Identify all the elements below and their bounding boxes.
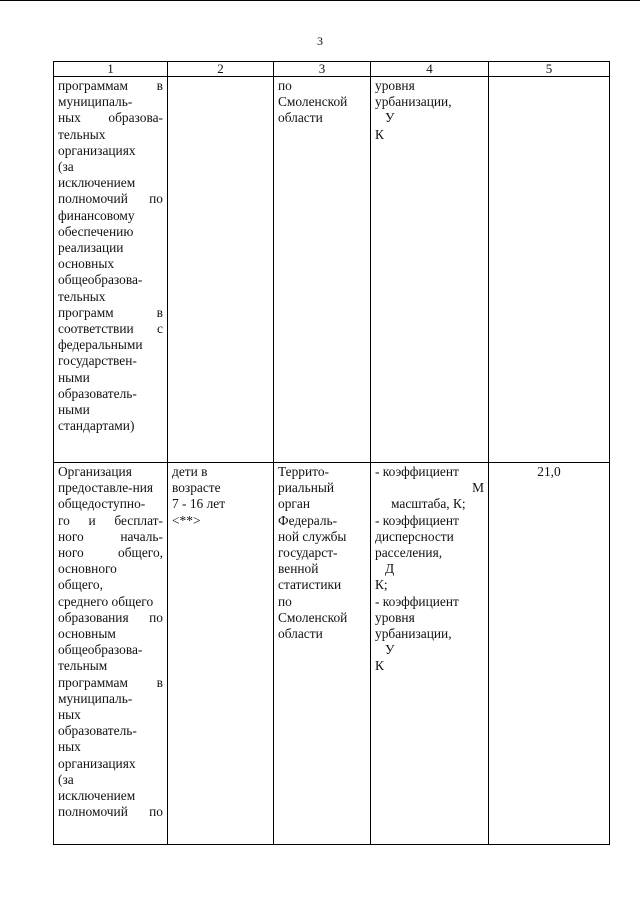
header-cell-5: 5 <box>489 62 610 77</box>
header-cell-1: 1 <box>54 62 168 77</box>
row2-col5-cell: 21,0 <box>489 463 610 845</box>
table-row <box>54 77 610 463</box>
header-row <box>54 62 610 77</box>
row2-col1-cell: Организация предоставле-ния общедоступно- го и бесплат- ного началь- ного общего, основного общего, среднего общего образования по основным общеобразова- тельным программам в муниципаль- ных образователь- ных организациях (за исключением полномочий по <box>54 463 168 845</box>
page-number: 3 <box>317 34 323 48</box>
row2-col4-cell: - коэффициент М масштаба, К; - коэффициент дисперсности расселения, Д К; - коэффициент уровня урбанизации, У К <box>371 463 489 845</box>
header-cell-3: 3 <box>274 62 371 77</box>
header-cell-4: 4 <box>371 62 489 77</box>
row1-col3-cell: по Смоленской области <box>274 77 371 463</box>
table-row <box>54 463 610 845</box>
row2-col2-cell: дети в возрасте 7 - 16 лет <**> <box>168 463 274 845</box>
row1-col2-cell <box>168 77 274 463</box>
row1-col5-cell <box>489 77 610 463</box>
row1-col1-cell: программам в муниципаль- ных образова- тельных организациях (за исключением полномочий по финансовому обеспечению реализации основных общеобразова- тельных программ в соответствии с федеральными государствен- ными образователь- ными стандартами) <box>54 77 168 463</box>
header-cell-2: 2 <box>168 62 274 77</box>
document-table <box>53 61 610 845</box>
row2-col3-cell: Террито- риальный орган Федераль- ной службы государст- венной статистики по Смоленской области <box>274 463 371 845</box>
row1-col4-cell: уровня урбанизации, У К <box>371 77 489 463</box>
top-border-line <box>0 0 640 1</box>
